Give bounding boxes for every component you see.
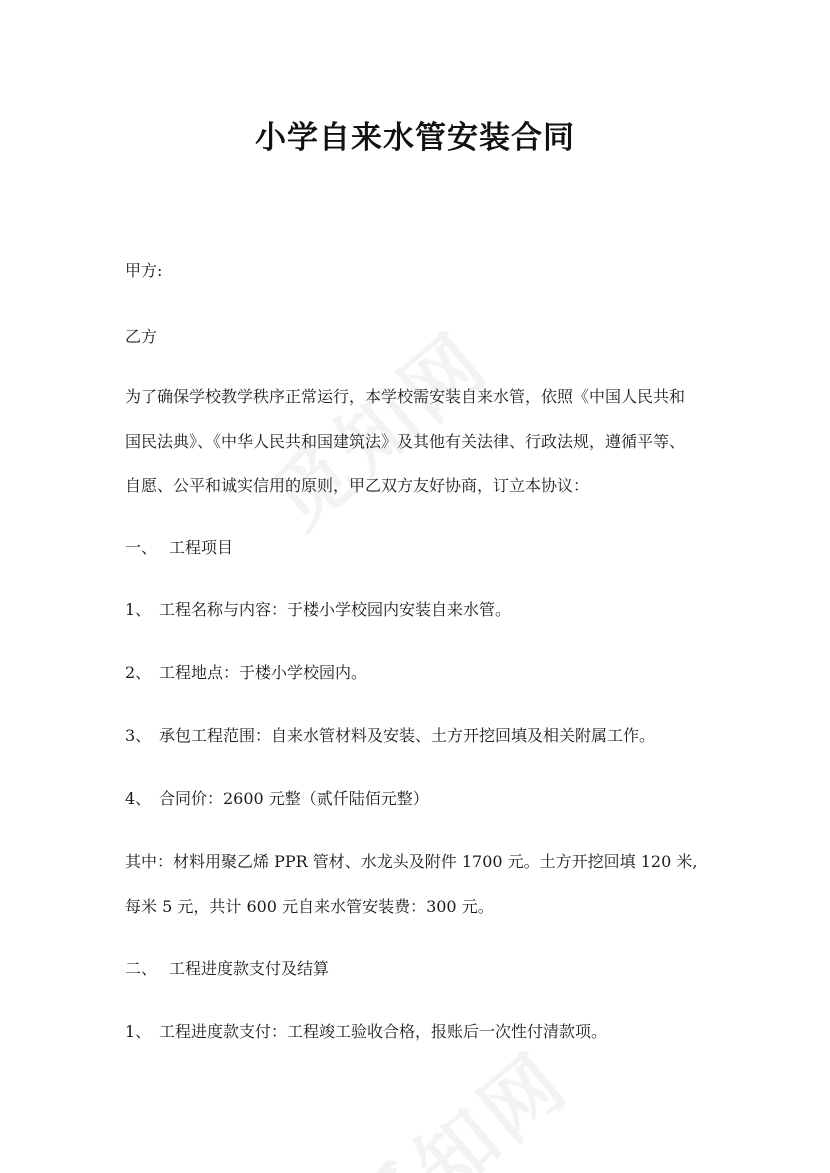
list-item xyxy=(125,599,725,621)
party-a-label: 甲方: xyxy=(125,261,163,280)
section-number: 二、 xyxy=(125,959,158,978)
item-text: 承包工程范围：自来水管材料及安装、土方开挖回填及相关附属工作。 xyxy=(159,726,656,745)
watermark xyxy=(323,1022,588,1173)
section-number: 一、 xyxy=(125,538,158,557)
detail-line: 每米 5 元，共计 600 元自来水管安装费：300 元。 xyxy=(125,897,494,916)
document-title: 小学自来水管安装合同 xyxy=(255,120,575,156)
section-title: 工程项目 xyxy=(169,538,234,557)
list-item xyxy=(125,788,725,810)
list-item xyxy=(125,662,725,684)
intro-line: 国民法典》、《中华人民共和国建筑法》及其他有关法律、行政法规，遵循平等、 xyxy=(125,432,686,451)
intro-line: 自愿、公平和诚实信用的原则，甲乙双方友好协商，订立本协议： xyxy=(125,476,590,495)
item-number: 2、 xyxy=(125,663,152,682)
item-number: 1、 xyxy=(125,1022,152,1041)
detail-line: 其中：材料用聚乙烯 PPR 管材、水龙头及附件 1700 元。土方开挖回填 120 米, xyxy=(125,852,698,871)
intro-line: 为了确保学校教学秩序正常运行，本学校需安装自来水管，依照《中国人民共和 xyxy=(125,387,686,406)
item-text: 合同价：2600 元整（贰仟陆佰元整） xyxy=(159,789,429,808)
list-item xyxy=(125,1021,725,1043)
item-number: 1、 xyxy=(125,600,152,619)
party-b-label: 乙方 xyxy=(125,327,158,346)
section-title: 工程进度款支付及结算 xyxy=(169,959,330,978)
section-heading xyxy=(125,958,725,980)
item-text: 工程名称与内容：于楼小学校园内安装自来水管。 xyxy=(159,600,512,619)
item-text: 工程进度款支付：工程竣工验收合格，报账后一次性付清款项。 xyxy=(159,1022,608,1041)
item-number: 4、 xyxy=(125,789,152,808)
list-item xyxy=(125,725,725,747)
section-heading xyxy=(125,537,725,559)
item-text: 工程地点：于楼小学校园内。 xyxy=(159,663,368,682)
item-number: 3、 xyxy=(125,726,152,745)
